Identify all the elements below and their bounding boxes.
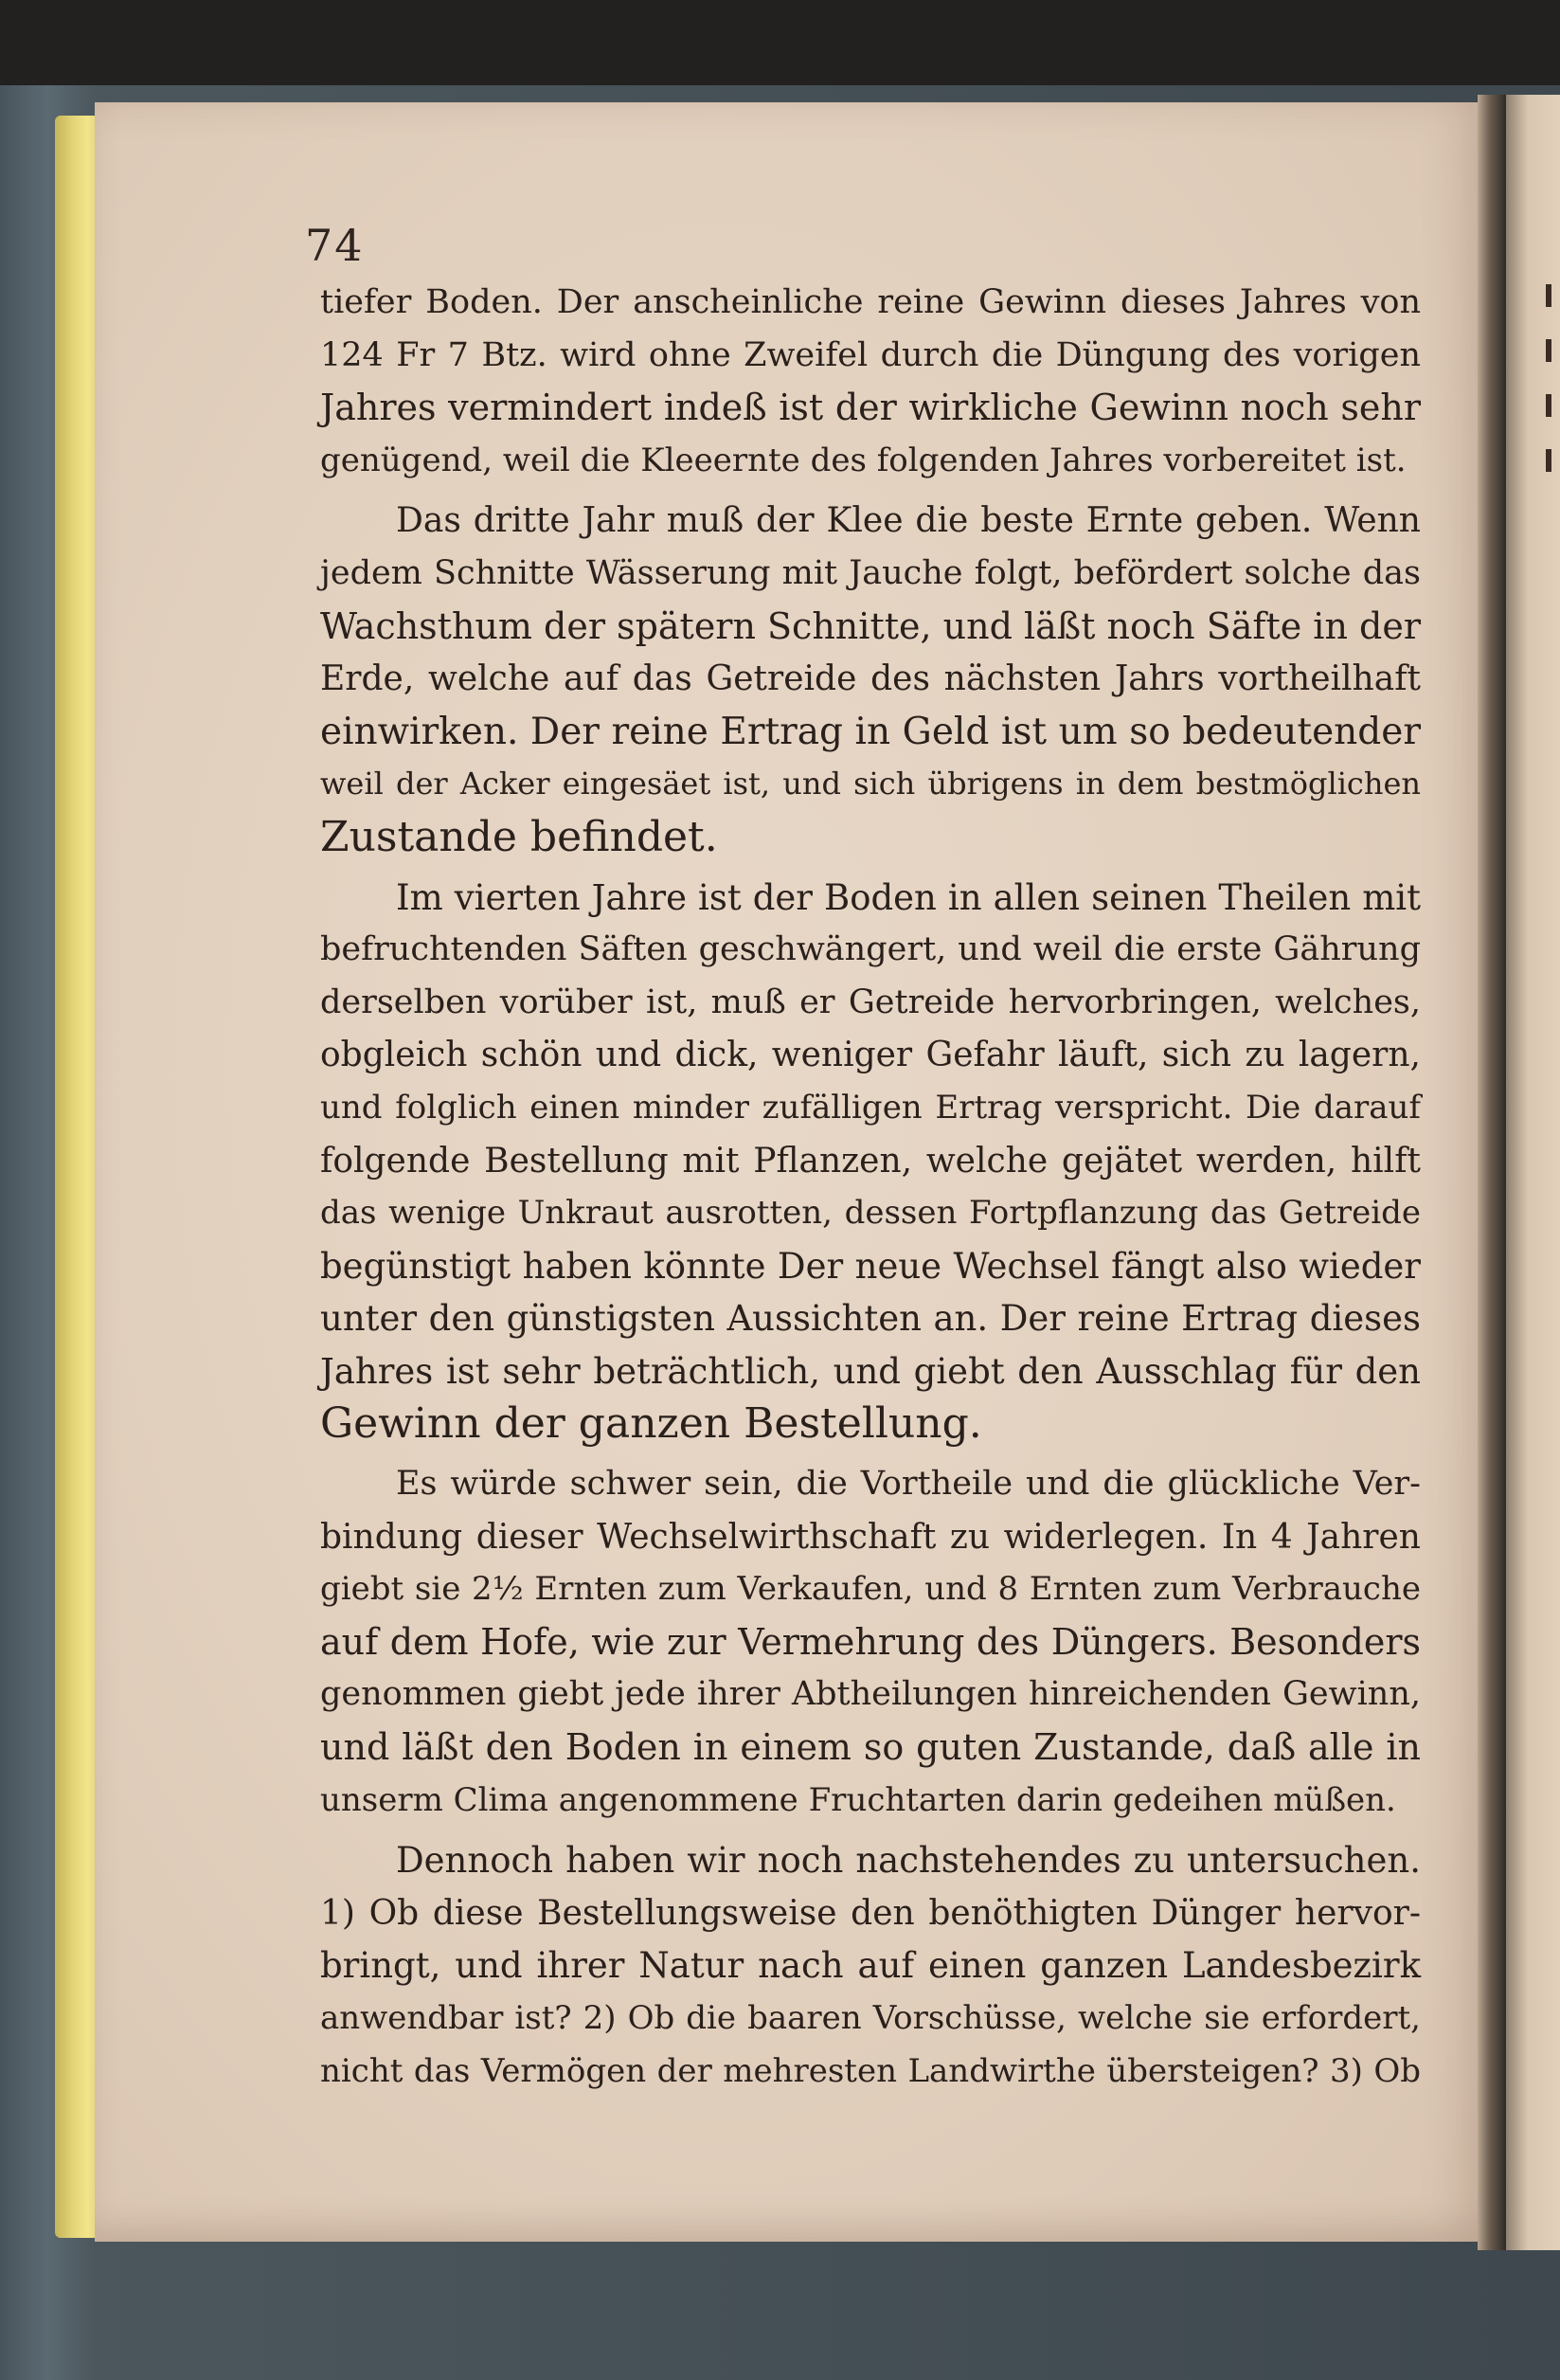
text-line: Jahres ist sehr beträchtlich, und giebt den Ausschlag für den: [320, 1350, 1421, 1392]
text-line: und läßt den Boden in einem so guten Zustande, daß alle in: [320, 1726, 1421, 1769]
paragraph-5: [320, 1834, 1421, 2098]
text-line: genommen giebt jede ihrer Abtheilungen hinreichenden Gewinn,: [320, 1675, 1421, 1714]
text-line: obgleich schön und dick, weniger Gefahr läuft, sich zu lagern,: [320, 1036, 1421, 1075]
text-line: unserm Clima angenommene Fruchtarten darin gedeihen müßen.: [320, 1780, 1396, 1819]
text-line: Dennoch haben wir noch nachstehendes zu untersuchen.: [396, 1840, 1421, 1882]
text-line: und folglich einen minder zufälligen Ertrag verspricht. Die darauf: [320, 1088, 1421, 1127]
text-line: 1) Ob diese Bestellungsweise den benöthigten Dünger hervor-: [320, 1893, 1421, 1933]
text-line: Zustande befindet.: [320, 812, 718, 861]
text-line: Erde, welche auf das Getreide des nächsten Jahrs vortheilhaft: [320, 659, 1421, 699]
text-line: einwirken. Der reine Ertrag in Geld ist um so bedeutender: [320, 710, 1421, 753]
text-line: Jahres vermindert indeß ist der wirkliche Gewinn noch sehr: [320, 387, 1421, 429]
book-gutter: [1478, 95, 1506, 2250]
text-line: das wenige Unkraut ausrotten, dessen Fortpflanzung das Getreide: [320, 1194, 1421, 1233]
text-line: befruchtenden Säften geschwängert, und weil die erste Gährung: [320, 930, 1421, 969]
text-line: Wachsthum der spätern Schnitte, und läßt noch Säfte in der: [320, 604, 1421, 647]
paragraph-2: [320, 495, 1421, 863]
paragraph-3: [320, 872, 1421, 1451]
text-line: 124 Fr 7 Btz. wird ohne Zweifel durch die Düngung des vorigen: [320, 335, 1421, 374]
text-line: begünstigt haben könnte Der neue Wechsel fängt also wieder: [320, 1245, 1421, 1287]
text-line: unter den günstigsten Aussichten an. Der reine Ertrag dieses: [320, 1298, 1421, 1340]
text-line: folgende Bestellung mit Pflanzen, welche gejätet werden, hilft: [320, 1141, 1421, 1181]
facing-page-text-fragments: [1546, 284, 1553, 512]
text-line: tiefer Boden. Der anscheinliche reine Gewinn dieses Jahres von: [320, 283, 1421, 321]
paragraph-4: [320, 1458, 1421, 1827]
paragraph-1: [320, 277, 1421, 487]
text-line: anwendbar ist? 2) Ob die baaren Vorschüsse, welche sie erfordert,: [320, 1999, 1421, 2037]
text-line: derselben vorüber ist, muß er Getreide hervorbringen, welches,: [320, 983, 1421, 1021]
page-text: [320, 277, 1421, 2098]
text-line: bindung dieser Wechselwirthschaft zu widerlegen. In 4 Jahren: [320, 1517, 1421, 1557]
text-line: Das dritte Jahr muß der Klee die beste Ernte geben. Wenn: [396, 501, 1421, 541]
text-line: bringt, und ihrer Natur nach auf einen ganzen Landesbezirk: [320, 1945, 1421, 1987]
text-line: nicht das Vermögen der mehresten Landwirthe übersteigen? 3) Ob: [320, 2051, 1421, 2090]
page-number: 74: [305, 220, 365, 271]
text-line: giebt sie 2½ Ernten zum Verkaufen, und 8 Ernten zum Verbrauche: [320, 1570, 1421, 1609]
text-line: Es würde schwer sein, die Vortheile und die glückliche Ver-: [396, 1465, 1421, 1504]
text-line: weil der Acker eingesäet ist, und sich übrigens in dem bestmöglichen: [320, 766, 1421, 802]
text-line: genügend, weil die Kleeernte des folgenden Jahres vorbereitet ist.: [320, 441, 1407, 479]
text-line: Im vierten Jahre ist der Boden in allen seinen Theilen mit: [396, 876, 1421, 918]
text-line: jedem Schnitte Wässerung mit Jauche folgt, befördert solche das: [320, 553, 1421, 592]
text-line: Gewinn der ganzen Bestellung.: [320, 1399, 982, 1449]
text-line: auf dem Hofe, wie zur Vermehrung des Düngers. Besonders: [320, 1620, 1421, 1663]
